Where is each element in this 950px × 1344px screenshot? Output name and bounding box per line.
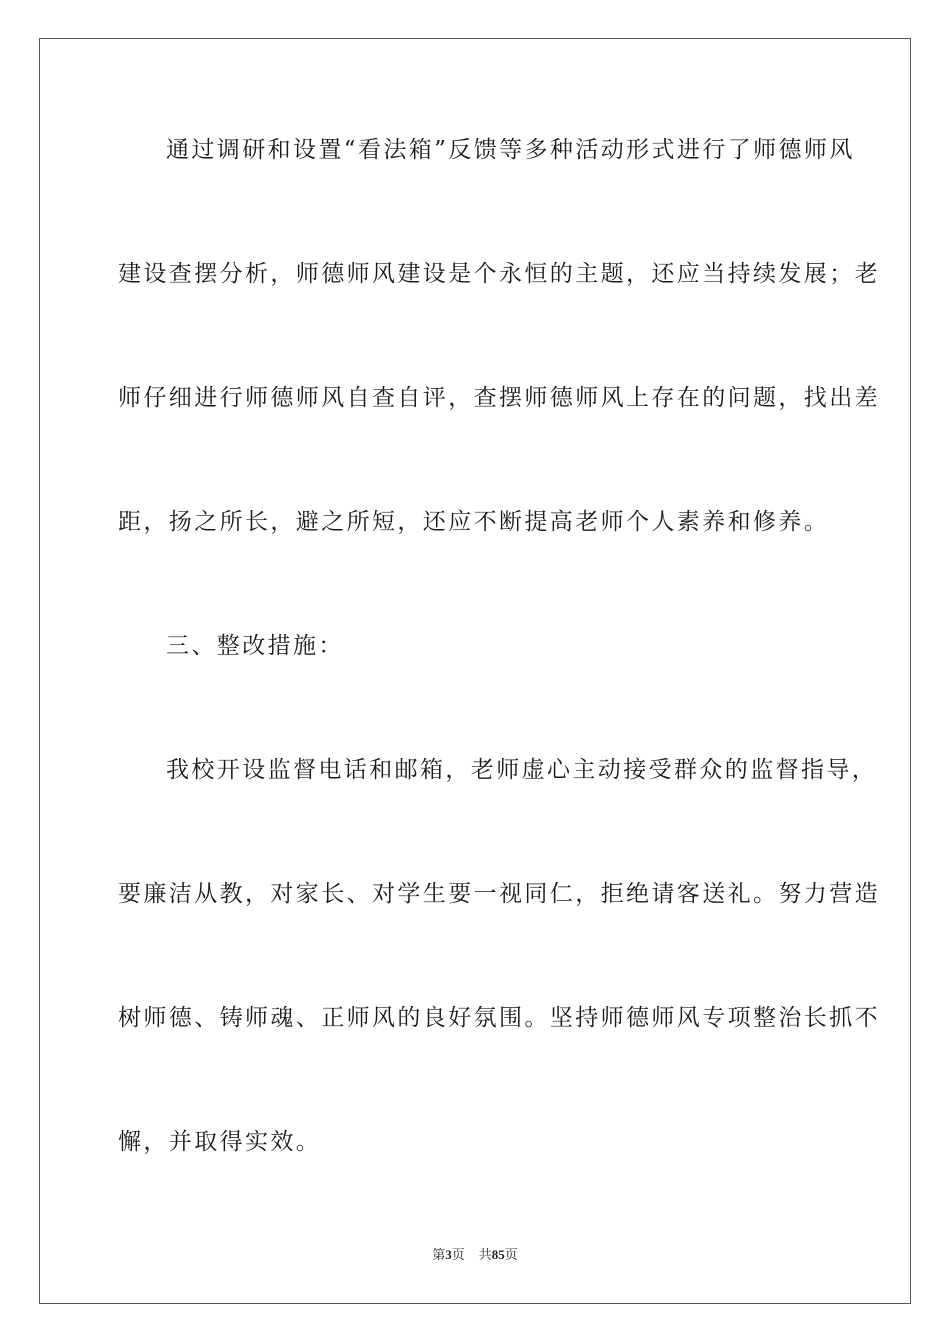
paragraph-line-8: 懈，并取得实效。 (118, 1129, 322, 1155)
page-border (39, 38, 911, 1304)
footer-total-pages: 85 (491, 1247, 505, 1262)
paragraph-line-4: 距，扬之所长，避之所短，还应不断提高老师个人素养和修养。 (118, 509, 830, 535)
paragraph-line-1: 通过调研和设置“看法箱”反馈等多种活动形式进行了师德师风 (166, 137, 855, 163)
paragraph-line-2: 建设查摆分析，师德师风建设是个永恒的主题，还应当持续发展；老 (118, 261, 880, 287)
paragraph-line-5: 我校开设监督电话和邮箱，老师虚心主动接受群众的监督指导， (166, 757, 878, 783)
paragraph-line-7: 树师德、铸师魂、正师风的良好氛围。坚持师德师风专项整治长抓不 (118, 1005, 880, 1031)
footer-page-prefix: 第 (432, 1247, 446, 1262)
footer-page-number: 3 (445, 1247, 452, 1262)
section-heading: 三、整改措施： (166, 633, 344, 659)
page-footer (0, 1246, 950, 1264)
paragraph-line-6: 要廉洁从教，对家长、对学生要一视同仁，拒绝请客送礼。努力营造 (118, 881, 880, 907)
footer-total-prefix: 共 (478, 1247, 492, 1262)
paragraph-line-3: 师仔细进行师德师风自查自评，查摆师德师风上存在的问题，找出差 (118, 385, 880, 411)
footer-total-suffix: 页 (504, 1247, 518, 1262)
footer-page-suffix: 页 (451, 1247, 465, 1262)
